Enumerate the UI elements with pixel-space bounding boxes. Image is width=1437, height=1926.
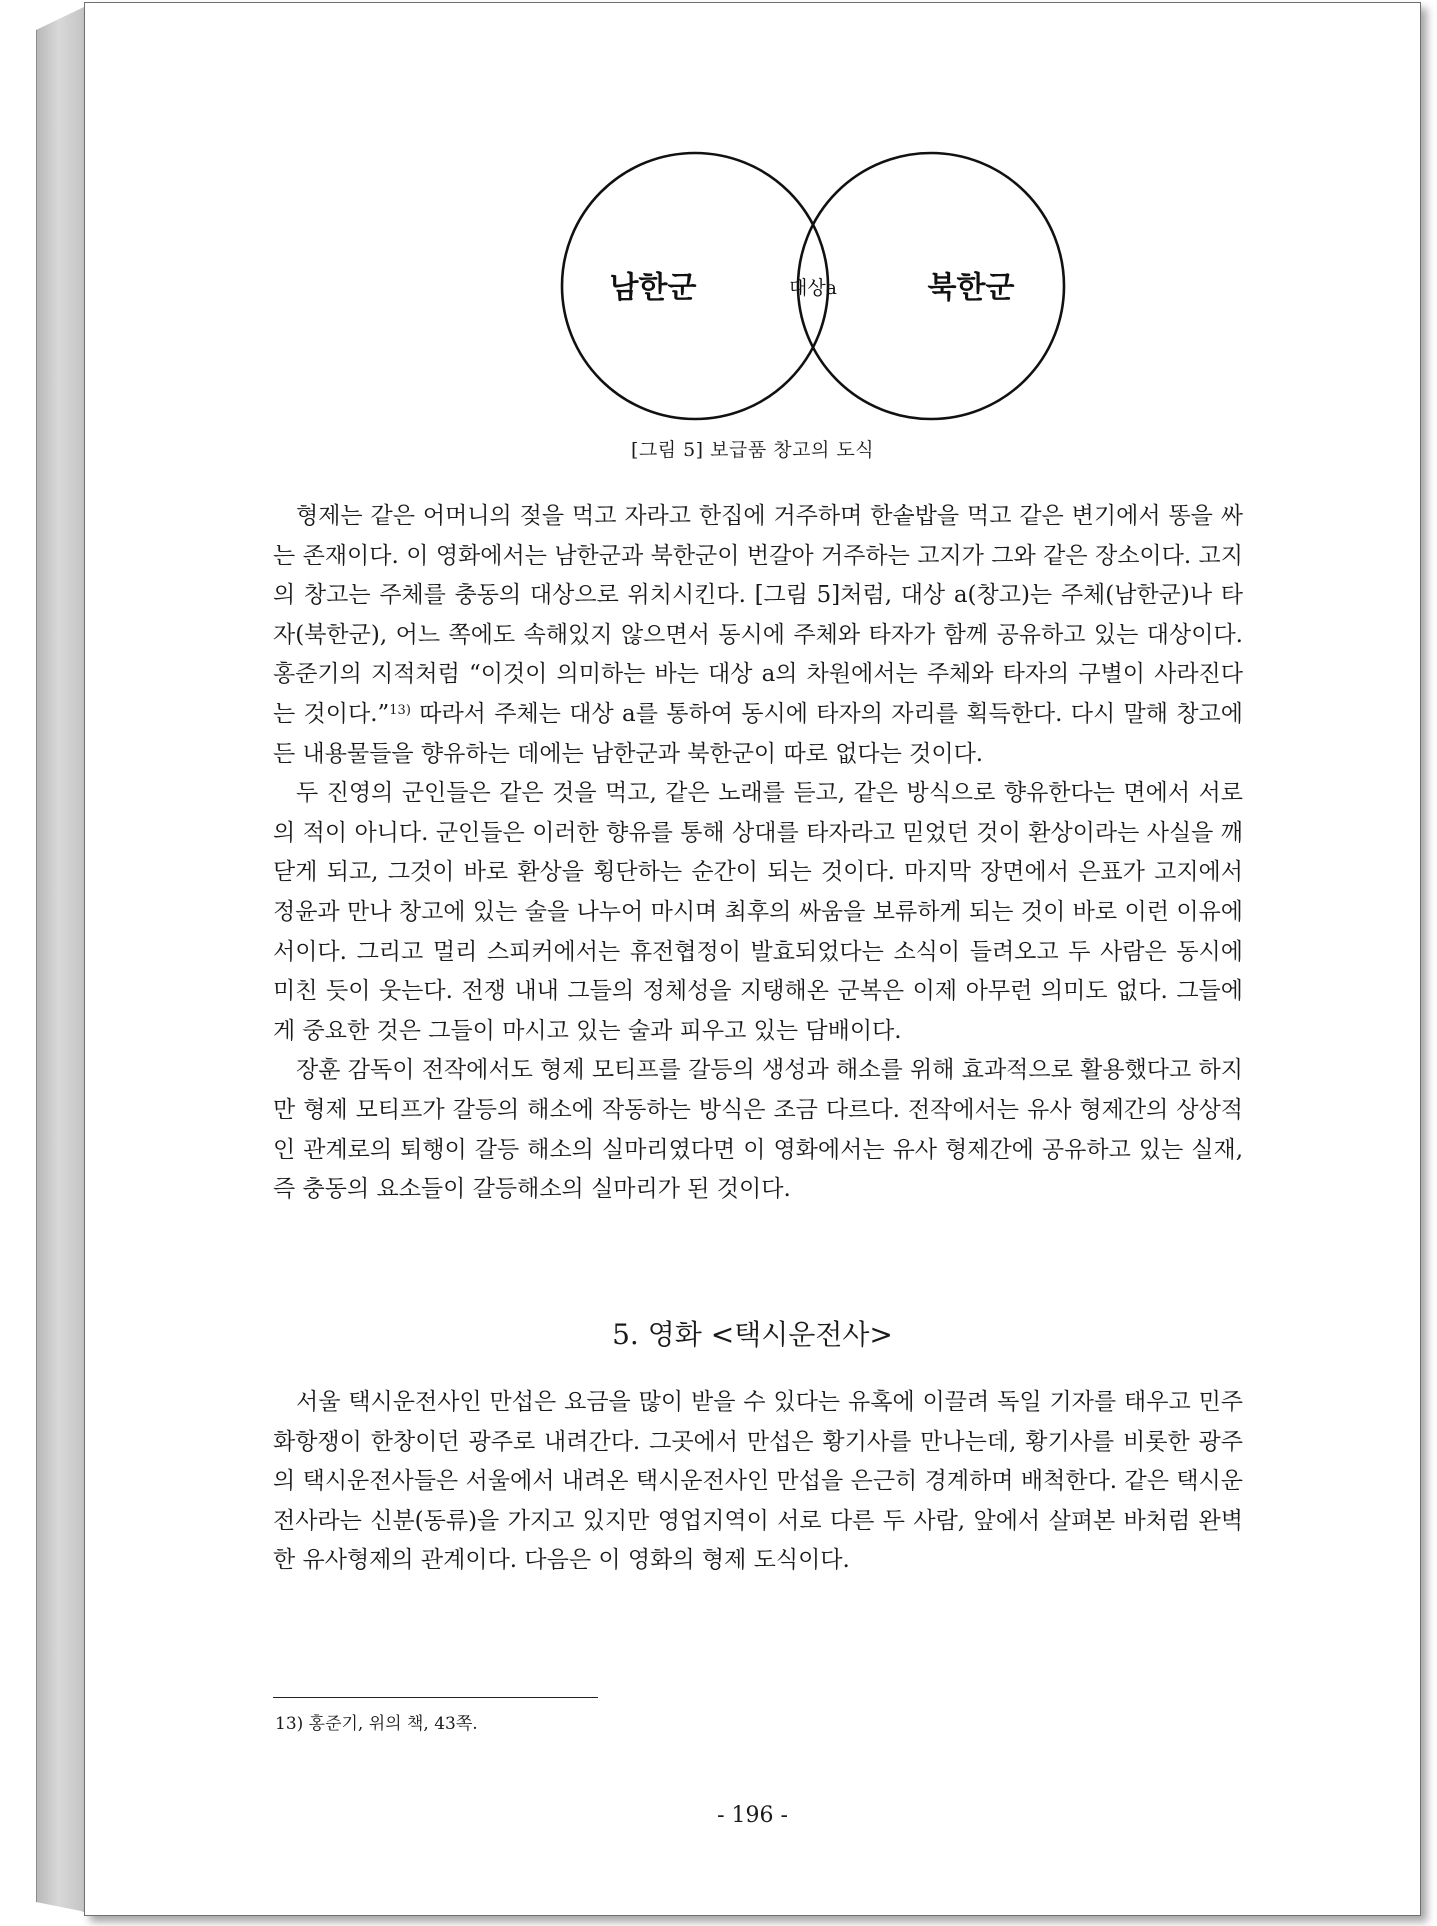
venn-diagram bbox=[555, 151, 1075, 421]
paragraph-1-text-cont: 따라서 주체는 대상 a를 통하여 동시에 타자의 자리를 획득한다. 다시 말해 창고에 든 내용물들을 향유하는 데에는 남한군과 북한군이 따로 없다는 것이다. bbox=[273, 700, 1243, 767]
footnote-divider bbox=[273, 1697, 598, 1698]
paragraph-4: 서울 택시운전사인 만섭은 요금을 많이 받을 수 있다는 유혹에 이끌려 독일 기자를 태우고 민주화항쟁이 한창이던 광주로 내려간다. 그곳에서 만섭은 황기사를 만나는데, 황기사를 비롯한 광주의 택시운전사들은 서울에서 내려온 택시운전사인 만섭을 은근히 경계하며 배척한다. 같은 택시운전사라는 신분(동류)을 가지고 있지만 영업지역이 서로 다른 두 사람, 앞에서 살펴본 바처럼 완벽한 유사형제의 관계이다. 다음은 이 영화의 형제 도식이다. bbox=[273, 1389, 1243, 1574]
paragraph-1-text: 형제는 같은 어머니의 젖을 먹고 자라고 한집에 거주하며 한솥밥을 먹고 같은 변기에서 똥을 싸는 존재이다. 이 영화에서는 남한군과 북한군이 번갈아 거주하는 고지가 그와 같은 장소이다. 고지의 창고는 주체를 충동의 대상으로 위치시킨다. [그림 5]처럼, 대상 a(창고)는 주체(남한군)나 타자(북한군), 어느 쪽에도 속해있지 않으면서 동시에 주체와 타자가 함께 공유하고 있는 대상이다. 홍준기의 지적처럼 “이것이 의미하는 바는 대상 a의 차원에서는 주체와 타자의 구별이 사라진다는 것이다.” bbox=[273, 503, 1243, 727]
paragraph-3: 장훈 감독이 전작에서도 형제 모티프를 갈등의 생성과 해소를 위해 효과적으로 활용했다고 하지만 형제 모티프가 갈등의 해소에 작동하는 방식은 조금 다르다. 전작에서는 유사 형제간의 상상적인 관계로의 퇴행이 갈등 해소의 실마리였다면 이 영화에서는 유사 형제간에 공유하고 있는 실재, 즉 충동의 요소들이 갈등해소의 실마리가 된 것이다. bbox=[273, 1057, 1243, 1203]
section-heading: 5. 영화 <택시운전사> bbox=[612, 1318, 893, 1351]
book-spine bbox=[36, 6, 86, 1912]
section-body-2 bbox=[273, 1383, 1243, 1581]
footnote-ref: 13) bbox=[389, 702, 411, 718]
paragraph-2: 두 진영의 군인들은 같은 것을 먹고, 같은 노래를 듣고, 같은 방식으로 향유한다는 면에서 서로의 적이 아니다. 군인들은 이러한 향유를 통해 상대를 타자라고 믿었던 것이 환상이라는 사실을 깨닫게 되고, 그것이 바로 환상을 횡단하는 순간이 되는 것이다. 마지막 장면에서 은표가 고지에서 정윤과 만나 창고에 있는 술을 나누어 마시며 최후의 싸움을 보류하게 되는 것이 바로 이런 이유에서이다. 그리고 멀리 스피커에서는 휴전협정이 발효되었다는 소식이 들려오고 두 사람은 동시에 미친 듯이 웃는다. 전쟁 내내 그들의 정체성을 지탱해온 군복은 이제 아무런 의미도 없다. 그들에게 중요한 것은 그들이 마시고 있는 술과 피우고 있는 담배이다. bbox=[273, 780, 1243, 1044]
venn-diagram-svg bbox=[555, 151, 1075, 421]
footnote: 13) 홍준기, 위의 책, 43쪽. bbox=[275, 1714, 478, 1734]
section-body-1 bbox=[273, 497, 1243, 1210]
left-circle-label: 남한군 bbox=[609, 270, 697, 306]
right-circle-label: 북한군 bbox=[927, 270, 1015, 306]
intersection-label: 대상a bbox=[788, 277, 838, 299]
page-number: - 196 - bbox=[717, 1803, 788, 1828]
document-page bbox=[84, 2, 1421, 1916]
figure-caption: [그림 5] 보급품 창고의 도식 bbox=[630, 439, 875, 461]
paragraph-1 bbox=[273, 497, 1243, 774]
